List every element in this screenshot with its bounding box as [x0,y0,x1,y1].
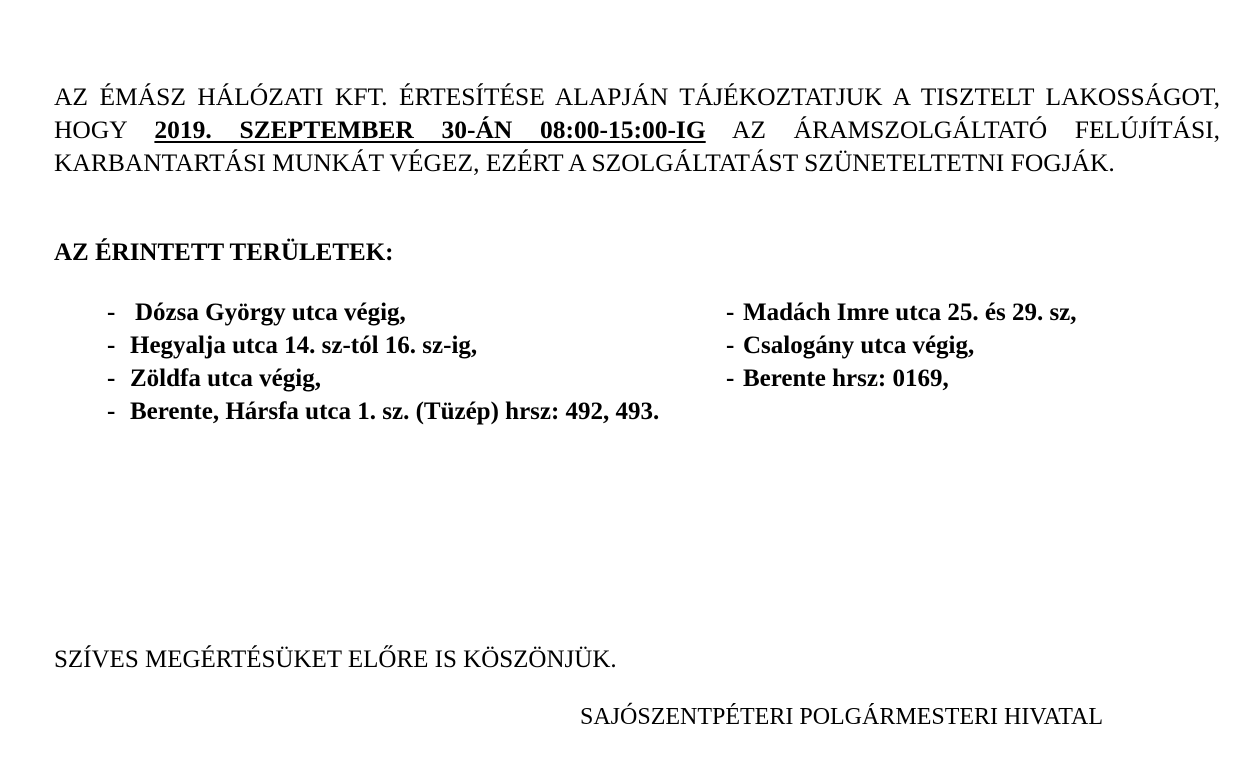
list-item [726,362,1077,395]
list-bullet: - [726,332,735,359]
outage-datetime: 2019. SZEPTEMBER 30-ÁN 08:00-15:00-IG [154,115,706,144]
notice-paragraph [54,80,1220,179]
notice-text-after: AZ ÁRAMSZOLGÁLTATÓ FELÚJÍTÁSI, KARBANTARTÁSI MUNKÁT VÉGEZ, EZÉRT A SZOLGÁLTATÁST SZÜNETELTETNI FOGJÁK. [54,115,1221,177]
list-item [107,362,659,395]
list-item [726,296,1077,329]
list-bullet: - [107,365,116,392]
notice-text-before: AZ ÉMÁSZ HÁLÓZATI KFT. ÉRTESÍTÉSE ALAPJÁN TÁJÉKOZTATJUK A TISZTELT LAKOSSÁGOT, HOGY [54,82,1220,144]
list-item [107,296,659,329]
list-bullet: - [107,332,116,359]
area-label: Zöldfa utca végig, [130,365,321,392]
list-item [107,329,659,362]
area-label: Madách Imre utca 25. és 29. sz, [743,299,1077,326]
list-item [107,395,659,428]
area-label: Dózsa György utca végig, [135,299,406,326]
area-label: Berente hrsz: 0169, [743,365,949,392]
area-label: Csalogány utca végig, [743,332,975,359]
affected-areas-left-column [107,296,659,428]
affected-areas-heading: AZ ÉRINTETT TERÜLETEK: [54,239,394,266]
list-bullet: - [726,299,735,326]
signature: SAJÓSZENTPÉTERI POLGÁRMESTERI HIVATAL [580,704,1103,730]
closing-line: SZÍVES MEGÉRTÉSÜKET ELŐRE IS KÖSZÖNJÜK. [54,646,617,673]
list-bullet: - [107,299,116,326]
list-bullet: - [107,398,116,425]
area-label: Berente, Hársfa utca 1. sz. (Tüzép) hrsz: 492, 493. [130,398,660,425]
list-bullet: - [726,365,735,392]
list-item [726,329,1077,362]
affected-areas [0,296,1250,436]
affected-areas-right-column [726,296,1077,395]
area-label: Hegyalja utca 14. sz-tól 16. sz-ig, [130,332,478,359]
